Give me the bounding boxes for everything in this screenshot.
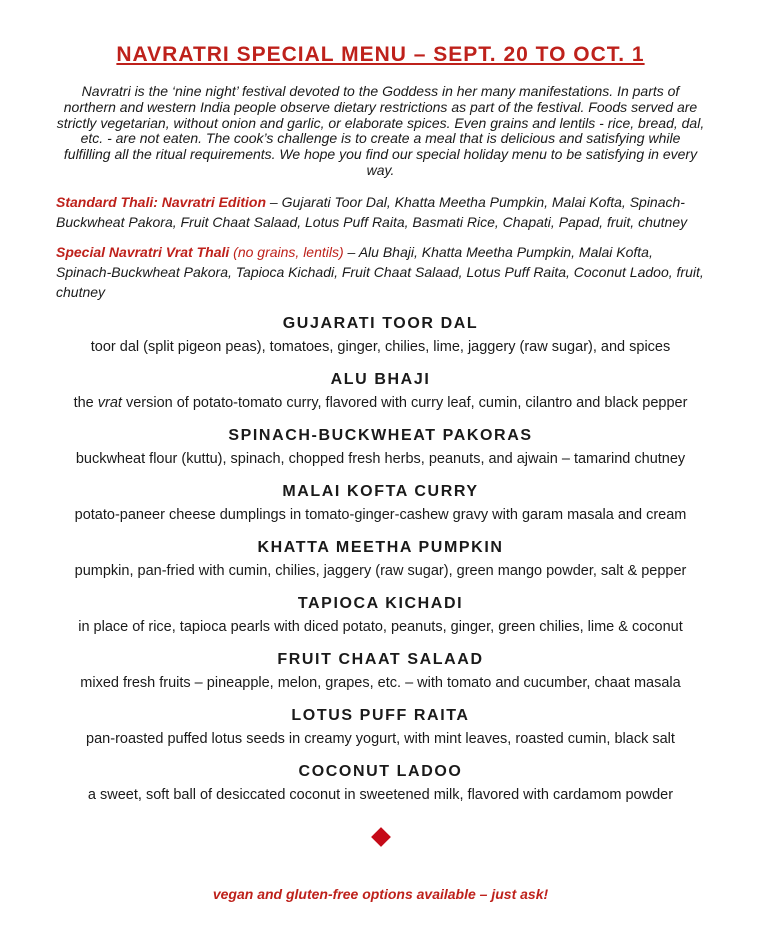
footer-note: vegan and gluten-free options available – just ask!: [212, 885, 549, 902]
diamond-icon: [371, 827, 391, 847]
dish-description: [56, 392, 705, 415]
dish-name: TAPIOCA KICHADI: [297, 594, 464, 612]
dish-description: a sweet, soft ball of desiccated coconut in sweetened milk, flavored with cardamom powder: [87, 786, 674, 803]
vrat-thali-label: Special Navratri Vrat Thali: [56, 243, 230, 260]
standard-thali-items: – Gujarati Toor Dal, Khatta Meetha Pumpkin, Malai Kofta, Spinach-Buckwheat Pakora, Fruit Chaat Salaad, Lotus Puff Raita, Basmati Rice, Chapati, Papad, fruit, chutney: [56, 193, 688, 230]
dish-name: KHATTA MEETHA PUMPKIN: [257, 538, 504, 556]
dish-item: [56, 312, 705, 359]
standard-thali-label: Standard Thali: Navratri Edition: [56, 193, 267, 210]
dish-name: FRUIT CHAAT SALAAD: [277, 650, 484, 668]
dish-description: potato-paneer cheese dumplings in tomato-ginger-cashew gravy with garam masala and cream: [74, 506, 687, 523]
dish-item: [56, 648, 705, 695]
dish-name: COCONUT LADOO: [298, 762, 463, 780]
dish-item: [56, 704, 705, 751]
dish-description: mixed fresh fruits – pineapple, melon, grapes, etc. – with tomato and cucumber, chaat masala: [80, 674, 681, 691]
intro-paragraph: Navratri is the ‘nine night’ festival devoted to the Goddess in her many manifestations. In parts of northern and western India people observe dietary restrictions as part of the festival. Foods served are strictly vegetarian, without onion and garlic, or elaborate spices. Even grains and lentils - rice, bread, dal, etc. - are not eaten. The cook’s challenge is to create a meal that is delicious and satisfying while fulfilling all the ritual requirements. We hope you find our special holiday menu to be satisfying in every way.: [56, 83, 705, 178]
dish-name: LOTUS PUFF RAITA: [291, 706, 470, 724]
dish-name: GUJARATI TOOR DAL: [282, 314, 479, 332]
vrat-thali-paragraph: [56, 242, 705, 302]
dish-description: in place of rice, tapioca pearls with diced potato, peanuts, ginger, green chilies, lime & coconut: [78, 618, 683, 635]
dish-item: [56, 536, 705, 583]
dish-item: [56, 424, 705, 471]
dish-item: [56, 760, 705, 807]
page-title: NAVRATRI SPECIAL MENU – SEPT. 20 TO OCT. 1: [116, 43, 645, 66]
dish-description: pumpkin, pan-fried with cumin, chilies, jaggery (raw sugar), green mango powder, salt & pepper: [74, 562, 687, 579]
dish-description-italic-term: vrat: [97, 394, 122, 411]
vrat-thali-note: (no grains, lentils): [229, 243, 344, 260]
dish-item: [56, 480, 705, 527]
dish-description-prefix: the: [73, 394, 98, 411]
dish-name: SPINACH-BUCKWHEAT PAKORAS: [228, 426, 533, 444]
dish-name: ALU BHAJI: [330, 370, 431, 388]
vrat-thali-items: – Alu Bhaji, Khatta Meetha Pumpkin, Malai Kofta, Spinach-Buckwheat Pakora, Tapioca Kichadi, Fruit Chaat Salaad, Lotus Puff Raita, Coconut Ladoo, fruit, chutney: [56, 243, 704, 300]
dish-description: toor dal (split pigeon peas), tomatoes, ginger, chilies, lime, jaggery (raw sugar), and spices: [90, 338, 671, 355]
section-separator: [56, 824, 705, 862]
dish-description: pan-roasted puffed lotus seeds in creamy yogurt, with mint leaves, roasted cumin, black salt: [86, 730, 675, 747]
dish-description: buckwheat flour (kuttu), spinach, chopped fresh herbs, peanuts, and ajwain – tamarind chutney: [75, 450, 686, 467]
dish-name: MALAI KOFTA CURRY: [282, 482, 479, 500]
dish-item: [56, 368, 705, 415]
dish-description-suffix: version of potato-tomato curry, flavored with curry leaf, cumin, cilantro and black pepper: [121, 394, 688, 411]
dish-item: [56, 592, 705, 639]
standard-thali-paragraph: [56, 192, 705, 232]
